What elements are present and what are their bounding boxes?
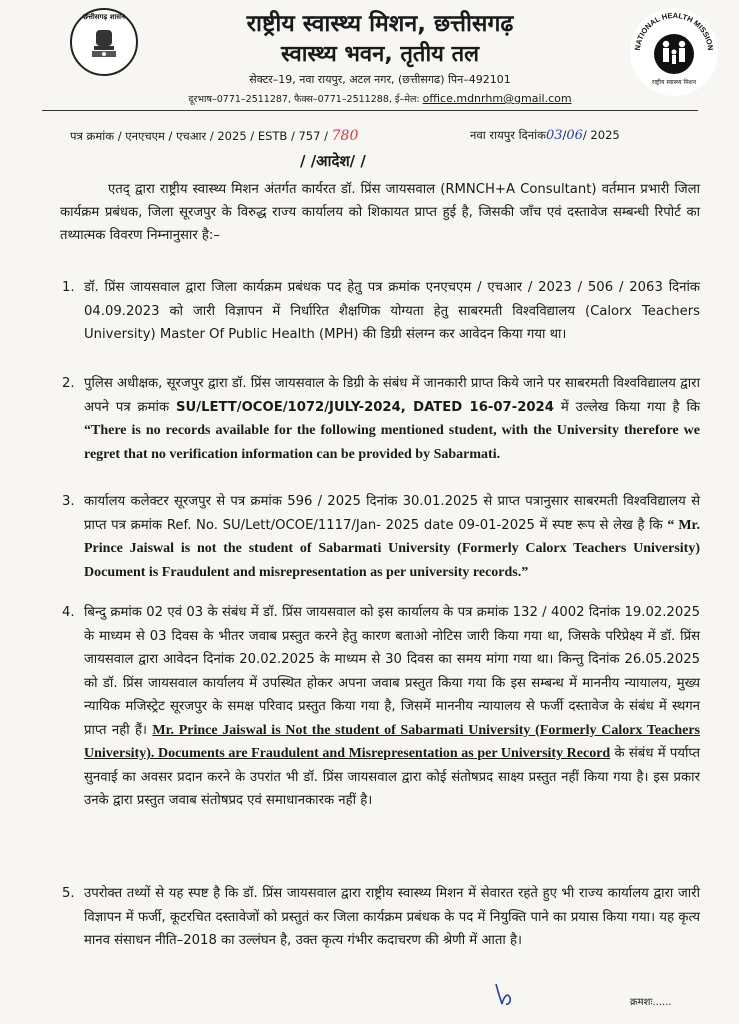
item-number: 5. — [62, 886, 75, 901]
intro-paragraph: एतद् द्वारा राष्ट्रीय स्वास्थ्य मिशन अंतर्गत कार्यरत डॉ. प्रिंस जायसवाल (RMNCH+A Consultant) वर्तमान प्रभारी जिला कार्यक्रम प्रबंधक, जिला सूरजपुर के विरुद्ध राज्य कार्यालय को शिकायत प्राप्त हुई है, जिसकी जाँच एवं दस्तावेज सम्बन्धी रिपोर्ट का तथ्यात्मक विवरण निम्नानुसार है:– — [60, 182, 700, 243]
place-label: नवा रायपुर दिनांक — [470, 128, 546, 142]
place-date: नवा रायपुर दिनांक03/06/ 2025 — [470, 128, 620, 143]
item-number: 2. — [62, 376, 75, 391]
handwritten-initials — [490, 980, 516, 1008]
item-text: पुलिस अधीक्षक, सूरजपुर द्वारा डॉ. प्रिंस जायसवाल के डिग्री के संबंध में जानकारी प्राप्त किये जाने पर साबरमती विश्वविद्यालय द्वारा अपने पत्र क्रमांक — [84, 376, 700, 415]
ashoka-emblem-icon — [90, 26, 118, 62]
nhm-logo-hindi: राष्ट्रीय स्वास्थ्य मिशन — [651, 79, 697, 86]
continued-label: क्रमशः...... — [630, 997, 672, 1008]
letter-number: पत्र क्रमांक / एनएचएम / एचआर / 2025 / ESTB / 757 / — [70, 129, 328, 143]
item-text: डॉ. प्रिंस जायसवाल द्वारा जिला कार्यक्रम प्रबंधक पद हेतु पत्र क्रमांक एनएचएम / एचआर / 2023 / 506 / 2063 दिनांक 04.09.2023 को जारी विज्ञापन में निर्धारित शैक्षणिक योग्यता हेतु साबरमती विश्वविद्यालय (Calorx Teachers University) Master Of Public Health (MPH) की डिग्री संलग्न कर आवेदन किया गया था। — [84, 280, 700, 342]
item-number: 3. — [62, 494, 75, 509]
item-quote: “ Mr. Prince Jaiswal is not the student of Sabarmati University (Formerly Calorx Teachers University) Document is Fraudulent and misrepresentation as per university records.” — [84, 517, 700, 580]
order-heading: / /आदेश/ / — [300, 152, 366, 170]
item-number: 4. — [62, 605, 75, 620]
list-item-4 — [62, 601, 701, 813]
letter-reference — [70, 128, 358, 144]
item-text-continued: के संबंध में पर्याप्त सुनवाई का अवसर प्रदान करने के उपरांत भी डॉ. प्रिंस जायसवाल द्वारा कोई संतोषप्रद साक्ष्य प्रस्तुत नहीं किया गया है। इस प्रकार उनके द्वारा प्रस्तुत जवाब संतोषप्रद एवं समाधानकारक नहीं है। — [84, 746, 701, 808]
header-divider — [42, 110, 698, 111]
handwritten-month: 06 — [566, 128, 583, 143]
handwritten-number: 780 — [331, 128, 359, 144]
list-item-2 — [62, 372, 700, 466]
year: / 2025 — [582, 128, 620, 142]
item-text: बिन्दु क्रमांक 02 एवं 03 के संबंध में डॉ. प्रिंस जायसवाल को इस कार्यालय के पत्र क्रमांक 132 / 4002 दिनांक 19.02.2025 के माध्यम से 03 दिवस के भीतर जवाब प्रस्तुत करने हेतु कारण बताओ नोटिस जारी किया गया था, जिसके परिप्रेक्ष्य में डॉ. प्रिंस जायसवाल द्वारा आवेदन दिनांक 20.02.2025 के माध्यम से 30 दिवस का समय मांगा गया था। किन्तु दिनांक 26.05.2025 को डॉ. प्रिंस जायसवाल कार्यालय में उपस्थित होकर अपना जवाब प्रस्तुत किया गया कि इस सम्बन्ध में माननीय न्यायालय, मुख्य न्यायिक मजिस्ट्रेट सूरजपुर के समक्ष परिवाद प्रस्तुत किया गया है, जिसमें माननीय न्यायालय से फर्जी दस्तावेज के संबंध में स्थगन प्राप्त नही हैं। — [84, 605, 700, 738]
state-government-seal — [70, 8, 138, 76]
item-text-continued: में उल्लेख किया गया है कि — [560, 399, 700, 415]
item-quote: “There is no records available for the following mentioned student, with the University therefore we regret that no verification information can be provided by Sabarmati. — [84, 423, 700, 462]
nhm-family-icon — [630, 8, 718, 96]
item-reference: SU/LETT/OCOE/1072/JULY-2024, DATED 16-07-2024 — [176, 399, 554, 415]
organization-subtitle: स्वास्थ्य भवन, तृतीय तल — [280, 42, 480, 67]
address-line: सेक्टर–19, नवा रायपुर, अटल नगर, (छत्तीसगढ) पिन–492101 — [249, 73, 511, 86]
item-text: उपरोक्त तथ्यों से यह स्पष्ट है कि डॉ. प्रिंस जायसवाल द्वारा राष्ट्रीय स्वास्थ्य मिशन में सेवारत रहते हुए भी राज्य कार्यालय द्वारा जारी विज्ञापन में फर्जी, कूटरचित दस्तावेजों को प्रस्तुतं कर जिला कार्यक्रम प्रबंधक के पद में नियुक्ति पाने का प्रयास किया गया। यह कृत्य मानव संसाधन नीति–2018 का उल्लंघन है, उक्त कृत्य गंभीर कदाचरण की श्रेणी में आता है। — [84, 886, 700, 948]
item-number: 1. — [62, 280, 75, 295]
nhm-logo — [630, 8, 718, 96]
organization-title: राष्ट्रीय स्वास्थ्य मिशन, छत्तीसगढ़ — [246, 11, 514, 37]
item-text: कार्यालय कलेक्टर सूरजपुर से पत्र क्रमांक 596 / 2025 दिनांक 30.01.2025 से प्राप्त पत्रानुसार साबरमती विश्वविद्यालय से प्राप्त पत्र क्रमांक Ref. No. SU/Lett/OCOE/1117/Jan- 2025 date 09-01-2025 में स्पष्ट रूप से लेख है कि — [84, 494, 700, 533]
nhm-logo-text: NATIONAL HEALTH MISSION — [632, 10, 716, 51]
item-quote: Mr. Prince Jaiswal is Not the student of Sabarmati University (Formerly Calorx Teachers University). Documents are Fraudulent and Misrepresentation as per University Record — [84, 722, 700, 761]
seal-text: छत्तीसगढ़ शासन — [83, 13, 125, 21]
phone-fax: दूरभाष–0771–2511287, फैक्स–0771–2511288, ई–मेल: — [188, 94, 420, 105]
list-item-5 — [62, 882, 700, 953]
list-item-3 — [62, 490, 700, 584]
handwritten-day: 03 — [545, 128, 563, 143]
email-link[interactable]: office.mdnrhm@gmail.com — [422, 92, 572, 105]
list-item-1 — [62, 276, 700, 347]
contact-line — [150, 92, 610, 105]
